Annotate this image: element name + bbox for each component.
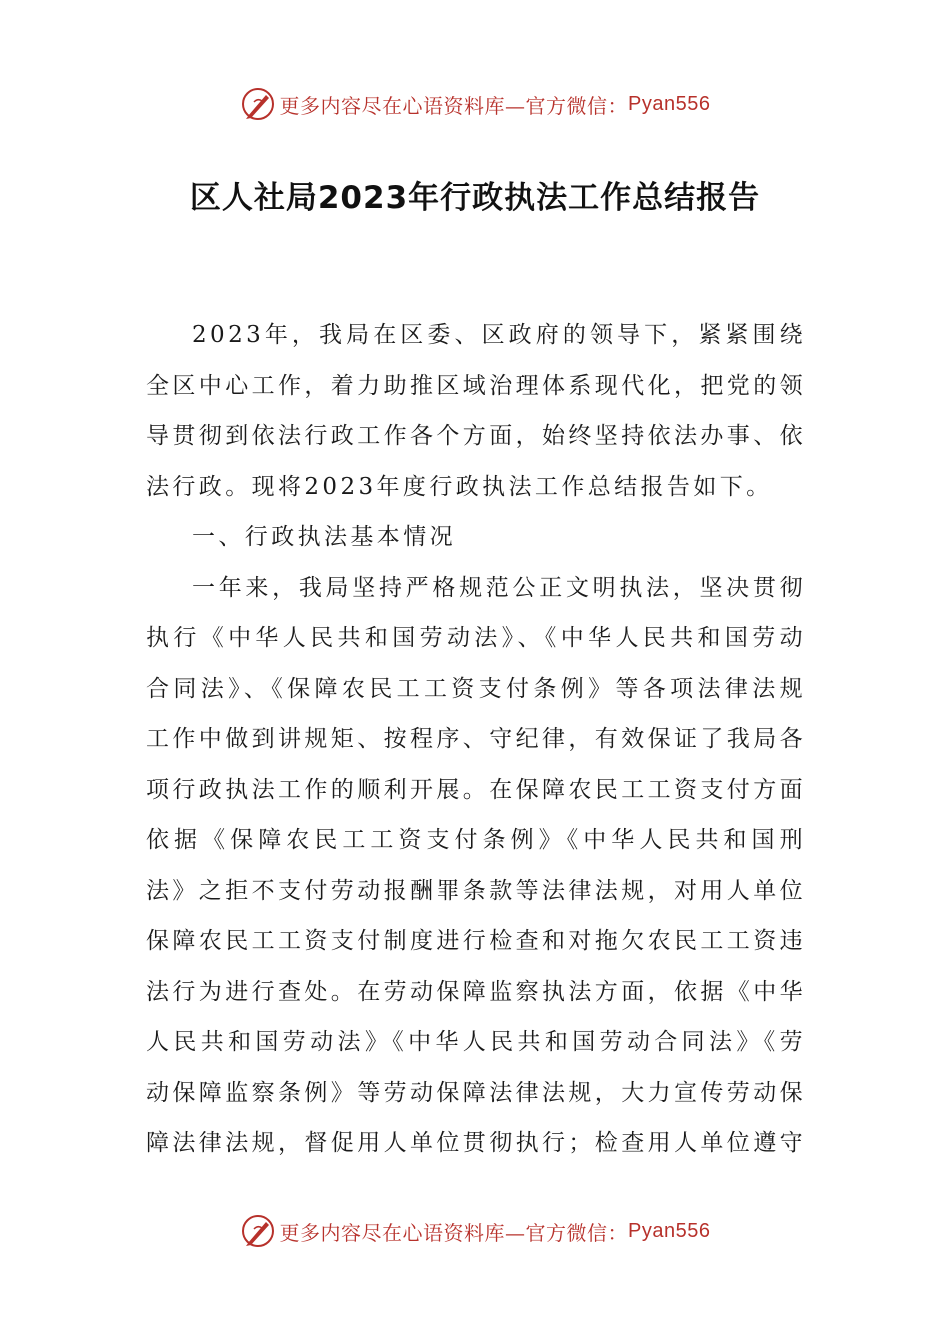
paragraph-section-1: 一年来，我局坚持严格规范公正文明执法，坚决贯彻执行《中华人民共和国劳动法》、《中华人民共和国劳动合同法》、《保障农民工工资支付条例》等各项法律法规工作中做到讲规矩、按程序、守纪律，有效保证了我局各项行政执法工作的顺利开展。在保障农民工工资支付方面依据《保障农民工工资支付条例》《中华人民共和国刑法》之拒不支付劳动报酬罪条款等法律法规，对用人单位保障农民工工资支付制度进行检查和对拖欠农民工工资违法行为进行查处。在劳动保障监察执法方面，依据《中华人民共和国劳动法》《中华人民共和国劳动合同法》《劳动保障监察条例》等劳动保障法律法规，大力宣传劳动保障法律法规，督促用人单位贯彻执行；检查用人单位遵守 — [146, 574, 806, 1156]
section-heading: 一、行政执法基本情况 — [192, 524, 456, 550]
header-banner — [0, 82, 950, 126]
banner-text: 更多内容尽在心语资料库—官方微信： — [279, 93, 629, 118]
wechat-id: Pyan556 — [628, 92, 711, 115]
document-title: 区人社局2023年行政执法工作总结报告 — [189, 180, 761, 216]
document-body — [146, 310, 806, 1169]
pen-logo-icon — [240, 1213, 276, 1249]
wechat-id: Pyan556 — [628, 1219, 711, 1242]
footer-banner — [0, 1209, 950, 1253]
banner-text: 更多内容尽在心语资料库—官方微信： — [279, 1220, 629, 1245]
paragraph-intro: 2023年，我局在区委、区政府的领导下，紧紧围绕全区中心工作，着力助推区域治理体系现代化，把党的领导贯彻到依法行政工作各个方面，始终坚持依法办事、依法行政。现将2023年度行政执法工作总结报告如下。 — [146, 322, 806, 500]
pen-logo-icon — [240, 86, 276, 122]
